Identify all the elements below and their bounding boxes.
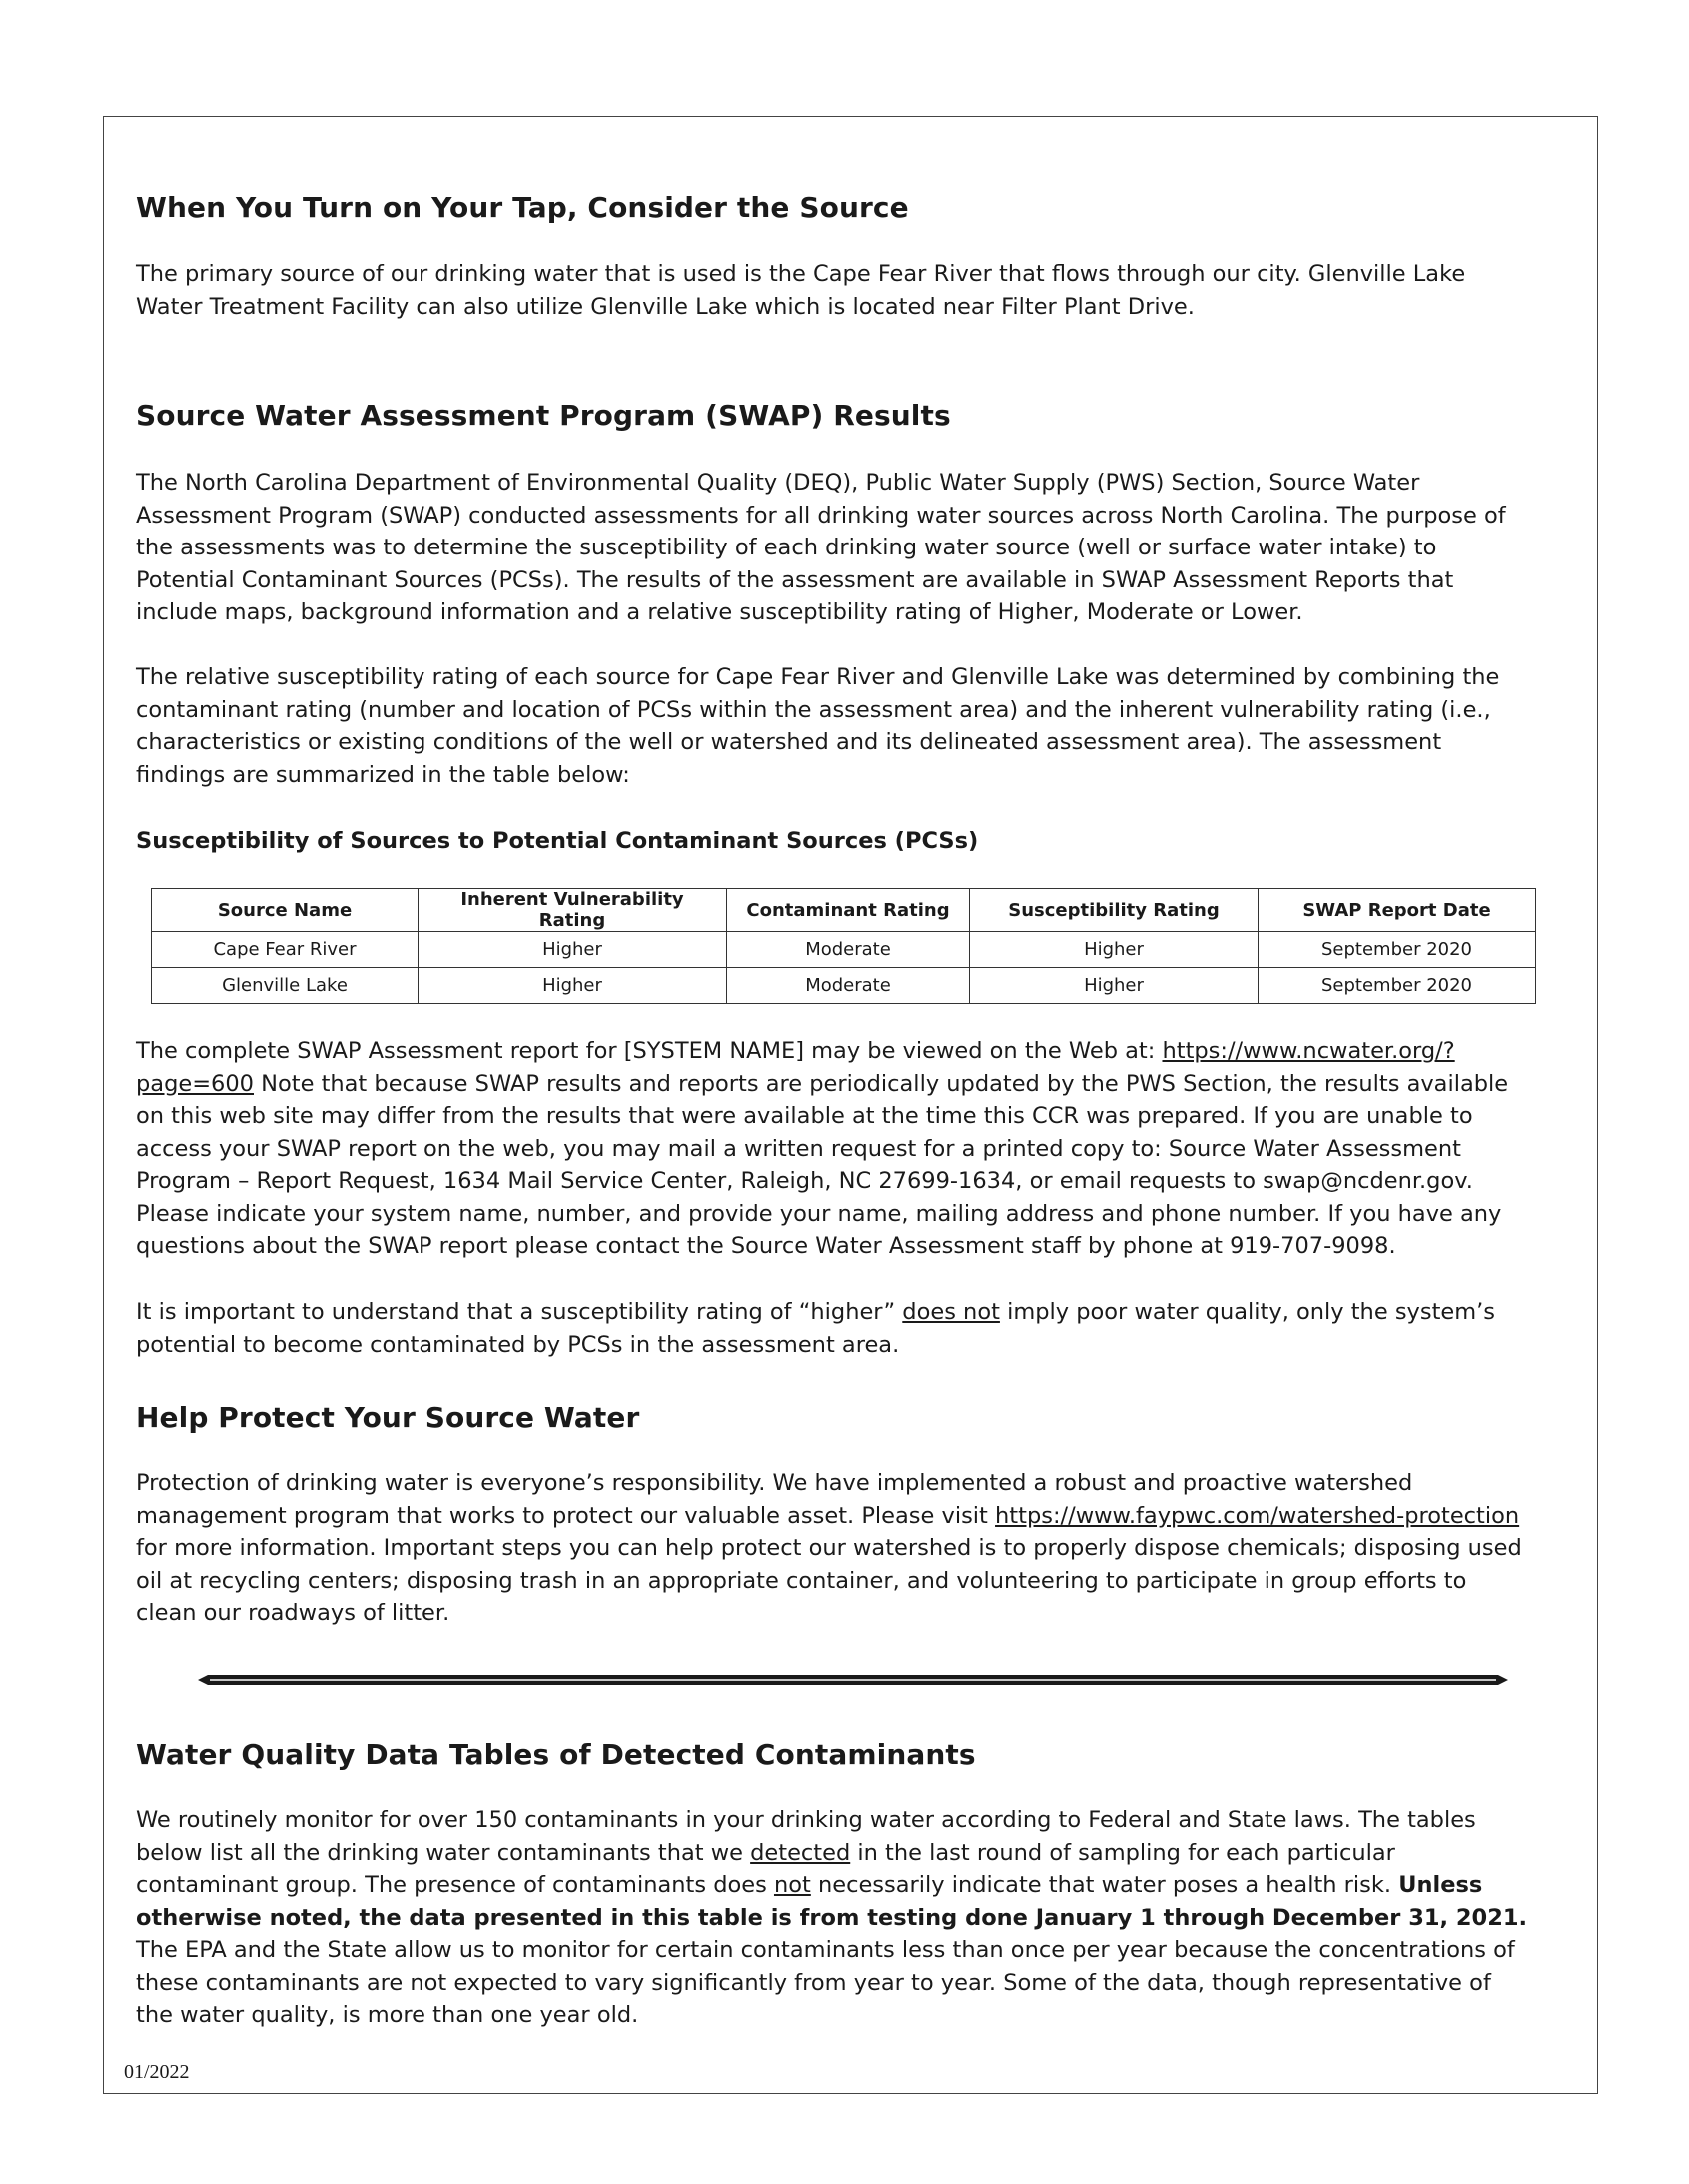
heading-water-quality-tables: Water Quality Data Tables of Detected Contaminants	[136, 1738, 976, 1771]
bold-data-note: Unless otherwise noted, the data presented in this table is from testing done January 1 through December 31, 2021.	[136, 1872, 1528, 1931]
report-text-intro: The complete SWAP Assessment report for [SYSTEM NAME] may be viewed on the Web at:	[136, 1038, 1163, 1064]
col-contaminant-rating: Contaminant Rating	[727, 889, 970, 932]
cell-swap-report-date: September 2020	[1259, 968, 1536, 1004]
col-swap-report-date: SWAP Report Date	[1259, 889, 1536, 932]
paragraph-monitoring	[136, 1804, 1534, 2032]
cell-inherent-vulnerability: Higher	[419, 968, 727, 1004]
important-text-end: imply poor water quality, only the system’s potential to become contaminated by PCSs in the assessment area.	[136, 1299, 1496, 1358]
cell-source-name: Glenville Lake	[152, 968, 419, 1004]
cell-susceptibility-rating: Higher	[970, 968, 1259, 1004]
table-row	[152, 932, 1536, 968]
paragraph-important	[136, 1296, 1534, 1361]
divider-rule	[198, 1675, 1508, 1685]
paragraph-swap-intro: The North Carolina Department of Environmental Quality (DEQ), Public Water Supply (PWS) Section, Source Water Assessment Program (SWAP) conducted assessments for all drinking water sources across North Carolina. The purpose of the assessments was to determine the susceptibility of each drinking water source (well or surface water intake) to Potential Contaminant Sources (PCSs). The results of the assessment are available in SWAP Assessment Reports that include maps, background information and a relative susceptibility rating of Higher, Moderate or Lower.	[136, 470, 1506, 625]
col-source-name: Source Name	[152, 889, 419, 932]
monitoring-text-1: We routinely monitor for over 150 contaminants in your drinking water according to Federal and State laws. The tables below list all the drinking water contaminants that we	[136, 1807, 1476, 1866]
susceptibility-table	[151, 888, 1536, 1004]
paragraph-primary-source: The primary source of our drinking water that is used is the Cape Fear River that flows through our city. Glenville Lake Water Treatment Facility can also utilize Glenville Lake which is located near Filter Plant Drive.	[136, 261, 1466, 320]
paragraph-susceptibility-rating: The relative susceptibility rating of each source for Cape Fear River and Glenville Lake was determined by combining the contaminant rating (number and location of PCSs within the assessment area) and the inherent vulnerability rating (i.e., characteristics or existing conditions of the well or watershed and its delineated assessment area). The assessment findings are summarized in the table below:	[136, 664, 1500, 788]
heading-protect-source: Help Protect Your Source Water	[136, 1401, 640, 1434]
col-susceptibility-rating: Susceptibility Rating	[970, 889, 1259, 932]
footer-date: 01/2022	[124, 2061, 190, 2083]
ncwater-link[interactable]: https://www.ncwater.org/?page=600	[136, 1038, 1455, 1097]
protect-text-start: Protection of drinking water is everyone’s responsibility. We have implemented a robust and proactive watershed management program that works to protect our valuable asset. Please visit	[136, 1470, 1413, 1529]
cell-swap-report-date: September 2020	[1259, 932, 1536, 968]
monitoring-text-3: necessarily indicate that water poses a health risk.	[810, 1872, 1399, 1898]
cell-inherent-vulnerability: Higher	[419, 932, 727, 968]
cell-contaminant-rating: Moderate	[727, 932, 970, 968]
underlined-detected: detected	[750, 1839, 851, 1866]
cell-susceptibility-rating: Higher	[970, 932, 1259, 968]
cell-contaminant-rating: Moderate	[727, 968, 970, 1004]
important-text-start: It is important to understand that a susceptibility rating of “higher”	[136, 1299, 903, 1325]
underlined-not: not	[773, 1872, 811, 1898]
cell-source-name: Cape Fear River	[152, 932, 419, 968]
table-title: Susceptibility of Sources to Potential Contaminant Sources (PCSs)	[136, 828, 979, 854]
paragraph-swap-report	[136, 1035, 1534, 1263]
faypwc-link[interactable]: https://www.faypwc.com/watershed-protection	[995, 1502, 1520, 1529]
table-header-row	[152, 889, 1536, 932]
underlined-does-not: does not	[902, 1299, 1000, 1325]
heading-swap-results: Source Water Assessment Program (SWAP) Results	[136, 399, 951, 432]
protect-text-end: for more information. Important steps you can help protect our watershed is to properly dispose chemicals; disposing used oil at recycling centers; disposing trash in an appropriate container, and volunteering to participate in group efforts to clean our roadways of litter.	[136, 1535, 1522, 1626]
heading-consider-source: When You Turn on Your Tap, Consider the Source	[136, 191, 909, 224]
monitoring-text-4: The EPA and the State allow us to monitor for certain contaminants less than once per year because the concentrations of these contaminants are not expected to vary significantly from year to year. Some of the data, though representative of the water quality, is more than one year old.	[136, 1937, 1515, 2028]
col-inherent-vulnerability: Inherent Vulnerability Rating	[419, 889, 727, 932]
monitoring-text-2: in the last round of sampling for each particular contaminant group. The presence of contaminants does	[136, 1839, 1395, 1898]
report-text-details: Note that because SWAP results and reports are periodically updated by the PWS Section, the results available on this web site may differ from the results that were available at the time this CCR was prepared. If you are unable to access your SWAP report on the web, you may mail a written request for a printed copy to: Source Water Assessment Program – Report Request, 1634 Mail Service Center, Raleigh, NC 27699-1634, or email requests to swap@ncdenr.gov. Please indicate your system name, number, and provide your name, mailing address and phone number. If you have any questions about the SWAP report please contact the Source Water Assessment staff by phone at 919-707-9098.	[136, 1070, 1509, 1259]
paragraph-protect	[136, 1467, 1534, 1630]
table-row	[152, 968, 1536, 1004]
